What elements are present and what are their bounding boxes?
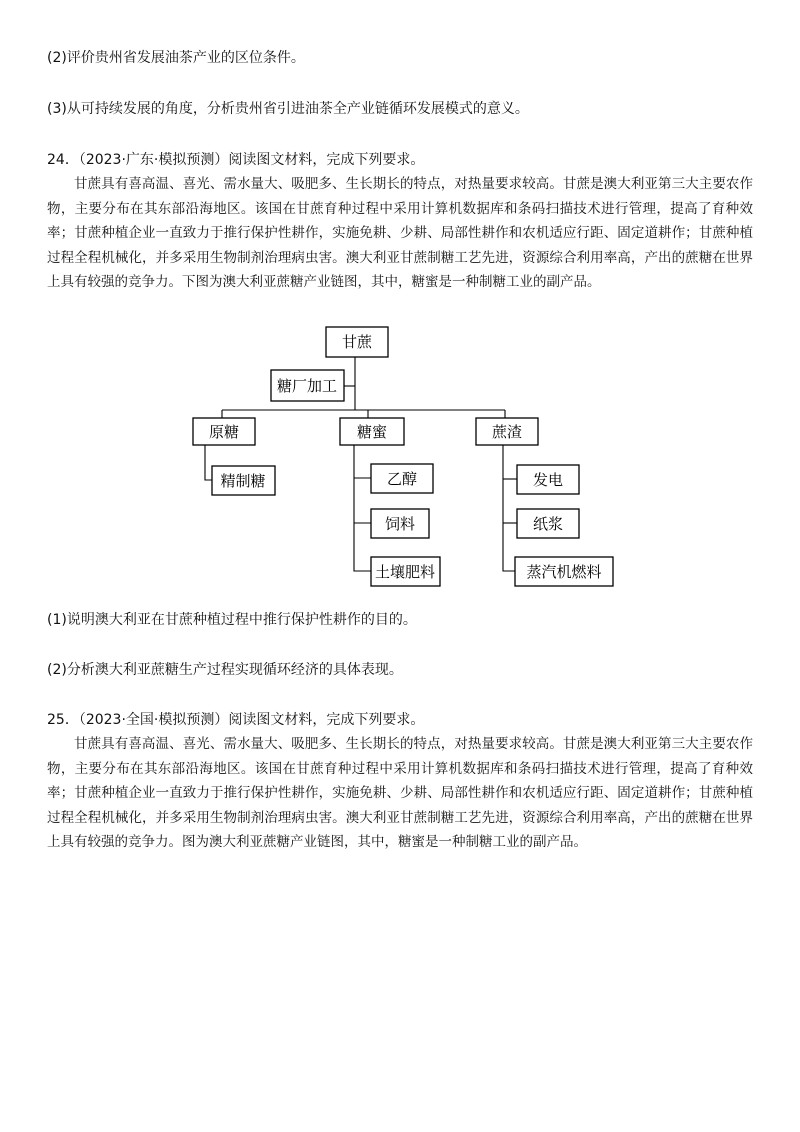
question-2: (2)评价贵州省发展油茶产业的区位条件。	[47, 50, 305, 66]
node-b2-child-3	[371, 557, 440, 586]
question-24-1: (1)说明澳大利亚在甘蔗种植过程中推行保护性耕作的目的。	[47, 612, 417, 628]
question-3: (3)从可持续发展的角度，分析贵州省引进油茶全产业链循环发展模式的意义。	[47, 101, 529, 117]
node-root-label: 甘蔗	[341, 333, 373, 351]
node-b3-child-1-label: 发电	[532, 471, 564, 489]
question-24-2: (2)分析澳大利亚蔗糖生产过程实现循环经济的具体表现。	[47, 662, 403, 678]
node-branch-1-label: 原糖	[208, 423, 240, 441]
node-b3-child-2	[517, 509, 579, 538]
node-b2-child-2-label: 饲料	[384, 515, 416, 533]
node-b3-child-2-label: 纸浆	[532, 515, 564, 533]
question-25-material: 甘蔗具有喜高温、喜光、需水量大、吸肥多、生长期长的特点，对热量要求较高。甘蔗是澳大利亚第三大主要农作物，主要分布在其东部沿海地区。该国在甘蔗育种过程中采用计算机数据库和条码扫描技术进行管理，提高了育种效率；甘蔗种植企业一直致力于推行保护性耕作，实施免耕、少耕、局部性耕作和农机适应行距、固定道耕作；甘蔗种植过程全程机械化，并多采用生物制剂治理病虫害。澳大利亚甘蔗制糖工艺先进，资源综合利用率高，产出的蔗糖在世界上具有较强的竞争力。图为澳大利亚蔗糖产业链图，其中，糖蜜是一种制糖工业的副产品。	[47, 736, 753, 850]
question-24-material: 甘蔗具有喜高温、喜光、需水量大、吸肥多、生长期长的特点，对热量要求较高。甘蔗是澳大利亚第三大主要农作物，主要分布在其东部沿海地区。该国在甘蔗育种过程中采用计算机数据库和条码扫描技术进行管理，提高了育种效率；甘蔗种植企业一直致力于推行保护性耕作，实施免耕、少耕、局部性耕作和农机适应行距、固定道耕作；甘蔗种植过程全程机械化，并多采用生物制剂治理病虫害。澳大利亚甘蔗制糖工艺先进，资源综合利用率高，产出的蔗糖在世界上具有较强的竞争力。下图为澳大利亚蔗糖产业链图，其中，糖蜜是一种制糖工业的副产品。	[47, 176, 753, 290]
node-b3-child-1	[517, 465, 579, 494]
node-branch-3	[476, 418, 538, 445]
node-process	[271, 370, 344, 401]
node-b1-child-1-label: 精制糖	[220, 472, 266, 490]
node-b1-child-1	[212, 466, 275, 495]
node-branch-2	[340, 418, 404, 445]
node-b2-child-3-label: 土壤肥料	[374, 563, 436, 581]
node-b2-child-1-label: 乙醇	[386, 470, 418, 488]
node-root	[326, 327, 388, 357]
node-b2-child-1	[371, 464, 433, 493]
question-25-title: 25．（2023·全国·模拟预测）阅读图文材料，完成下列要求。	[47, 712, 425, 728]
node-b2-child-2	[371, 509, 429, 538]
node-b3-child-3-label: 蒸汽机燃料	[526, 563, 602, 581]
node-process-label: 糖厂加工	[276, 377, 338, 395]
diagram-connectors	[205, 357, 517, 571]
node-branch-3-label: 蔗渣	[491, 423, 523, 441]
node-branch-1	[193, 418, 255, 445]
question-24-title: 24．（2023·广东·模拟预测）阅读图文材料，完成下列要求。	[47, 152, 425, 168]
node-b3-child-3	[515, 557, 613, 586]
node-branch-2-label: 糖蜜	[356, 423, 388, 441]
